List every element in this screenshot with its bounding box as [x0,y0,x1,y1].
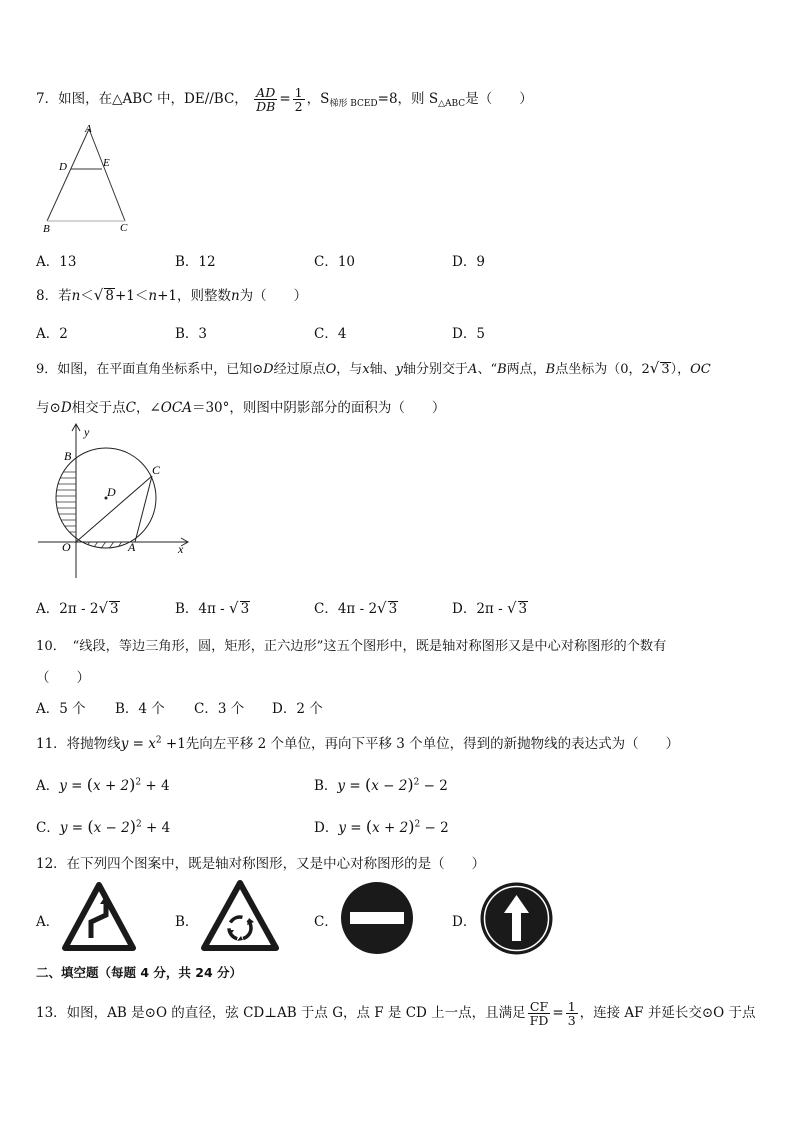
svg-text:O: O [62,540,71,554]
q7-label-A: A [85,123,92,135]
svg-text:y: y [84,425,90,439]
q7-option-d[interactable]: D．9 [452,254,485,270]
section-2-heading: 二、填空题（每题 4 分，共 24 分） [36,965,243,980]
q8-option-d[interactable]: D．5 [452,326,485,342]
q9-option-a[interactable]: A．2π - 2√ 3 [36,599,119,617]
q7-option-b[interactable]: B．12 [175,254,216,270]
q7-label-B: B [43,223,50,234]
q7-label-C: C [120,222,128,234]
q10-stem-line1: 10． “线段，等边三角形，圆，矩形，正六边形”这五个图形中，既是轴对称图形又是中心对称图形的个数有 [36,639,667,654]
q7-one-half: $\frac{1}{2}$ [294,85,303,114]
q10-stem-line2: （ ） [36,670,90,686]
q13-ratio-cf-fd: $\frac{CF}{FD}$ [529,999,549,1028]
svg-text:D: D [107,485,116,499]
q7-triangle-figure [38,122,138,234]
q11-option-c[interactable]: C．$y = (x - 2)^2 + 4$ [36,817,171,836]
q9-stem-line1: 9．如图，在平面直角坐标系中，已知⊙D经过原点O，与x轴、y轴分别交于A、“B两点，B点坐标为（0，2√ 3），OC [36,359,711,377]
q12-option-d[interactable]: D． [452,914,477,930]
q10-option-c[interactable]: C．3 个 [194,701,245,717]
q9-stem-line2: 与⊙D相交于点C，∠OCA＝30°，则图中阴影部分的面积为（ ） [36,400,446,416]
svg-text:C: C [152,463,161,477]
q11-option-a[interactable]: A．$y = (x + 2)^2 + 4$ [36,775,170,794]
roundabout-sign-icon[interactable] [201,880,279,952]
q10-option-d[interactable]: D．2 个 [272,701,323,717]
q11-option-d[interactable]: D．$y = (x + 2)^2 - 2$ [314,817,449,836]
q12-option-b[interactable]: B． [175,914,199,930]
no-entry-sign-icon[interactable] [340,881,414,955]
svg-text:A: A [128,540,136,554]
q7-number: 7． [36,91,59,107]
q7-option-a[interactable]: A．13 [36,254,77,270]
q8-option-c[interactable]: C．4 [314,326,347,342]
q8-stem: 8．若n＜√ 8+1＜n+1，则整数n为（ ） [36,286,308,304]
q10-option-a[interactable]: A．5 个 [36,701,86,717]
q7-stem: 7．如图，在△ABC 中，DE//BC， $\frac{AD}{DB}$ = $\frac{1}{2}$ ，$S_{梯形 BCED}=8$，则 $S_{\triangle ABC}$是（ ） [36,85,533,114]
q9-option-d[interactable]: D．2π - √ 3 [452,599,528,617]
q9-option-c[interactable]: C．4π - 2√ 3 [314,599,398,617]
q9-option-b[interactable]: B．4π - √ 3 [175,599,250,617]
q12-option-c[interactable]: C． [314,914,338,930]
warning-curve-sign-icon[interactable] [62,882,136,952]
q10-option-b[interactable]: B．4 个 [115,701,165,717]
q8-sqrt-8: 8 [105,288,114,304]
q7-label-E: E [103,157,110,169]
q8-option-a[interactable]: A．2 [36,326,68,342]
q9-circle-figure [36,420,196,582]
q12-stem: 12．在下列四个图案中，既是轴对称图形，又是中心对称图形的是（ ） [36,856,486,872]
q7-label-D: D [59,161,67,173]
q13-stem: 13．如图，AB 是⊙O 的直径，弦 CD⊥AB 于点 G，点 F 是 CD 上一点，且满足 $\frac{CF}{FD}$ = $\frac{1}{3}$ ，连接 AF 并延长交⊙O 于点 [36,999,756,1028]
q8-option-b[interactable]: B．3 [175,326,208,342]
q7-ratio-ad-db: $\frac{AD}{DB}$ [256,85,276,114]
straight-ahead-sign-icon[interactable] [479,881,554,956]
q12-option-a[interactable]: A． [36,914,60,930]
svg-text:x: x [178,542,184,556]
q11-stem: 11．将抛物线$y = x^2 +1$先向左平移 2 个单位，再向下平移 3 个单位，得到的新抛物线的表达式为（ ） [36,735,680,752]
svg-text:B: B [64,449,72,463]
q11-option-b[interactable]: B．$y = (x - 2)^2 - 2$ [314,775,448,794]
q7-option-c[interactable]: C．10 [314,254,356,270]
q13-one-third: $\frac{1}{3}$ [567,999,576,1028]
